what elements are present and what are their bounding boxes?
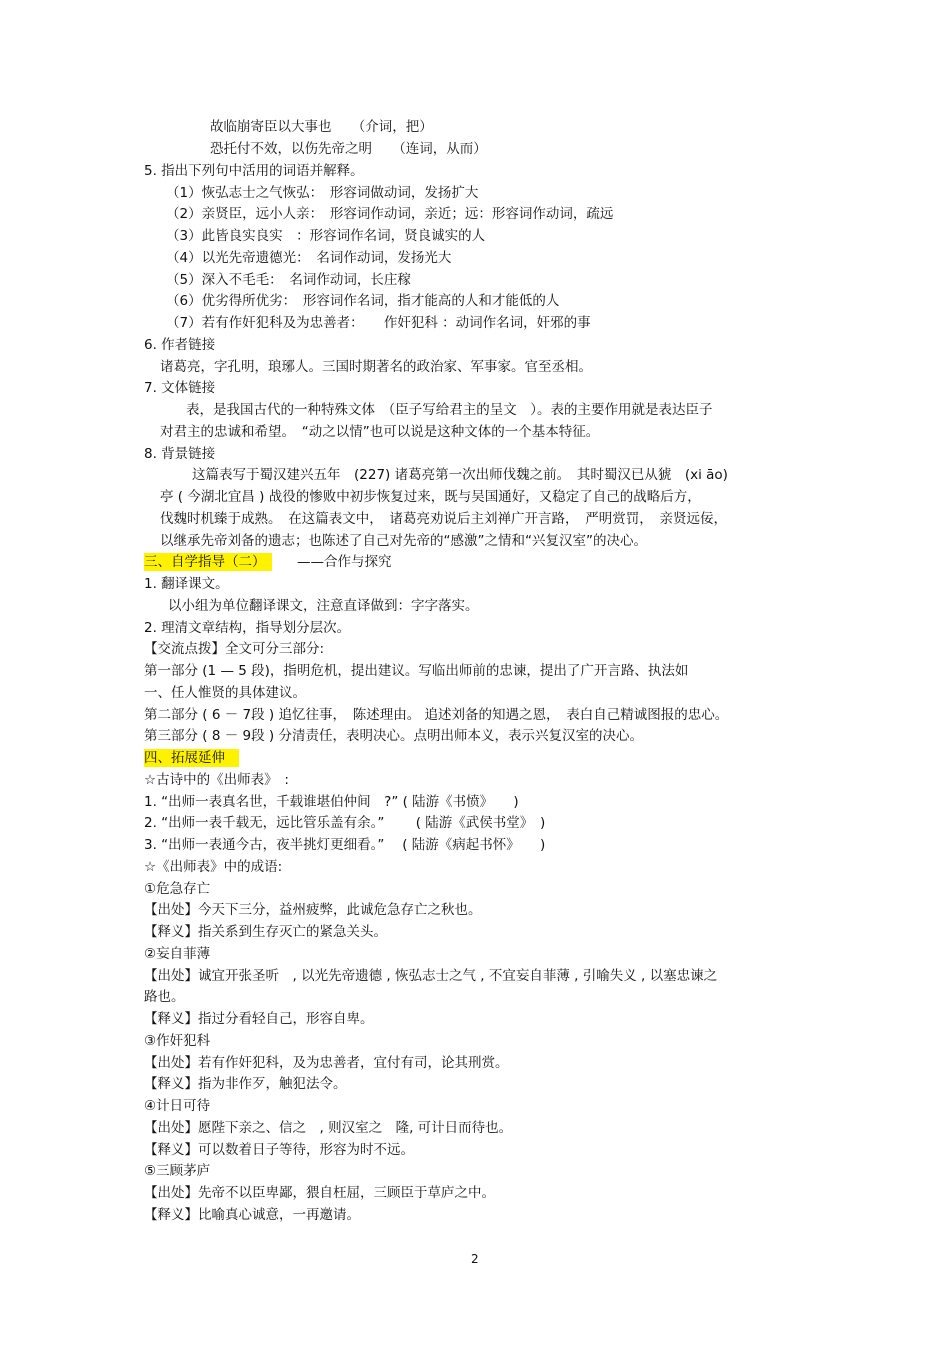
text-line: 【出处】诚宜开张圣听 , 以光先帝遗德 , 恢弘志士之气 , 不宜妄自菲薄 , 引喻失义 , 以塞忠谏之 <box>144 968 718 984</box>
section-heading: 1. 翻译课文。 <box>144 576 229 592</box>
highlighted-heading: 三、自学指导（二） <box>144 554 273 570</box>
text-line: 【交流点拨】全文可分三部分: <box>144 641 325 657</box>
text-line: 对君主的忠诚和希望。 “动之以情”也可以说是这种文体的一个基本特征。 <box>160 424 600 440</box>
section-heading: 6. 作者链接 <box>144 337 216 353</box>
list-item: （1）恢弘志士之气恢弘： 形容词做动词，发扬扩大 <box>166 185 479 201</box>
text-line: 表，是我国古代的一种特殊文体 （臣子写给君主的呈文 ）。表的主要作用就是表达臣子 <box>186 402 713 418</box>
text-line: 以继承先帝刘备的遗志；也陈述了自己对先帝的“感激”之情和“兴复汉室”的决心。 <box>160 533 647 549</box>
idiom-title: ②妄自菲薄 <box>144 946 211 962</box>
text-line: 【释义】可以数着日子等待，形容为时不远。 <box>144 1142 414 1158</box>
text-line: 【出处】先帝不以臣卑鄙，猥自枉屈，三顾臣于草庐之中。 <box>144 1185 495 1201</box>
text-line: 【出处】若有作奸犯科，及为忠善者，宜付有司，论其刑赏。 <box>144 1055 509 1071</box>
idiom-title: ①危急存亡 <box>144 881 211 897</box>
idiom-title: ③作奸犯科 <box>144 1033 211 1049</box>
idiom-title: ④计日可待 <box>144 1098 211 1114</box>
idiom-title: ⑤三顾茅庐 <box>144 1163 211 1179</box>
text-line: 【释义】指关系到生存灭亡的紧急关头。 <box>144 924 387 940</box>
list-item: （3）此皆良实良实 ：形容词作名词，贤良诚实的人 <box>166 228 486 244</box>
text-line: 亭 ( 今湖北宜昌 ) 战役的惨败中初步恢复过来，既与吴国通好，又稳定了自己的战略后方， <box>160 489 701 505</box>
text-line: 诸葛亮，字孔明，琅琊人。三国时期著名的政治家、军事家。官至丞相。 <box>160 359 592 375</box>
list-item: 2. “出师一表千载无，远比管乐盖有余。” ( 陆游《武侯书堂》 ) <box>144 815 546 831</box>
section-heading: 7. 文体链接 <box>144 380 216 396</box>
text-line: 故临崩寄臣以大事也 （介词，把） <box>210 119 433 135</box>
text-line: 【释义】指为非作歹，触犯法令。 <box>144 1076 347 1092</box>
text-line: 【出处】愿陛下亲之、信之 , 则汉室之 隆, 可计日而待也。 <box>144 1120 513 1136</box>
text-line: ☆古诗中的《出师表》 : <box>144 772 289 788</box>
text-line: 以小组为单位翻译课文，注意直译做到：字字落实。 <box>168 598 479 614</box>
text-line: 第三部分 ( 8 － 9段 ) 分清责任，表明决心。点明出师本义，表示兴复汉室的决心。 <box>144 728 643 744</box>
heading-subtitle: ——合作与探究 <box>297 554 392 570</box>
text-line: 【释义】比喻真心诚意，一再邀请。 <box>144 1207 360 1223</box>
text-line: ☆《出师表》中的成语: <box>144 859 283 875</box>
page-number: 2 <box>471 1252 479 1266</box>
list-item: 1. “出师一表真名世，千载谁堪伯仲间 ?” ( 陆游《书愤》 ) <box>144 794 519 810</box>
highlighted-heading: 四、拓展延伸 <box>144 750 239 766</box>
text-line: 恐托付不效，以伤先帝之明 （连词，从而） <box>210 141 487 157</box>
section-heading: 2. 理清文章结构，指导划分层次。 <box>144 620 351 636</box>
section-heading: 5. 指出下列句中活用的词语并解释。 <box>144 163 364 179</box>
list-item: （4）以光先帝遗德光： 名词作动词，发扬光大 <box>166 250 452 266</box>
text-line: 第二部分 ( 6 － 7段 ) 追忆往事， 陈述理由。 追述刘备的知遇之恩， 表白自己精诚图报的忠心。 <box>144 707 729 723</box>
section-heading: 8. 背景链接 <box>144 446 216 462</box>
text-line: 路也。 <box>144 989 185 1005</box>
list-item: （6）优劣得所优劣： 形容词作名词，指才能高的人和才能低的人 <box>166 293 560 309</box>
list-item: （2）亲贤臣，远小人亲： 形容词作动词，亲近；远：形容词作动词，疏远 <box>166 206 614 222</box>
text-line: 伐魏时机臻于成熟。 在这篇表文中， 诸葛亮劝说后主刘禅广开言路， 严明赏罚， 亲贤远佞， <box>160 511 727 527</box>
list-item: （5）深入不毛毛： 名词作动词，长庄稼 <box>166 272 411 288</box>
text-line: 【出处】今天下三分，益州疲弊，此诚危急存亡之秋也。 <box>144 902 482 918</box>
list-item: （7）若有作奸犯科及为忠善者： 作奸犯科 ：动词作名词，奸邪的事 <box>166 315 591 331</box>
text-line: 第一部分 (1 — 5 段)，指明危机，提出建议。写临出师前的忠谏，提出了广开言路、执法如 <box>144 663 689 679</box>
text-line: 一、任人惟贤的具体建议。 <box>144 685 306 701</box>
text-line: 【释义】指过分看轻自己，形容自卑。 <box>144 1011 374 1027</box>
list-item: 3. “出师一表通今古，夜半挑灯更细看。” ( 陆游《病起书怀》 ) <box>144 837 546 853</box>
text-line: 这篇表写于蜀汉建兴五年 (227) 诸葛亮第一次出师伐魏之前。 其时蜀汉已从猇 (xi āo) <box>192 467 728 483</box>
